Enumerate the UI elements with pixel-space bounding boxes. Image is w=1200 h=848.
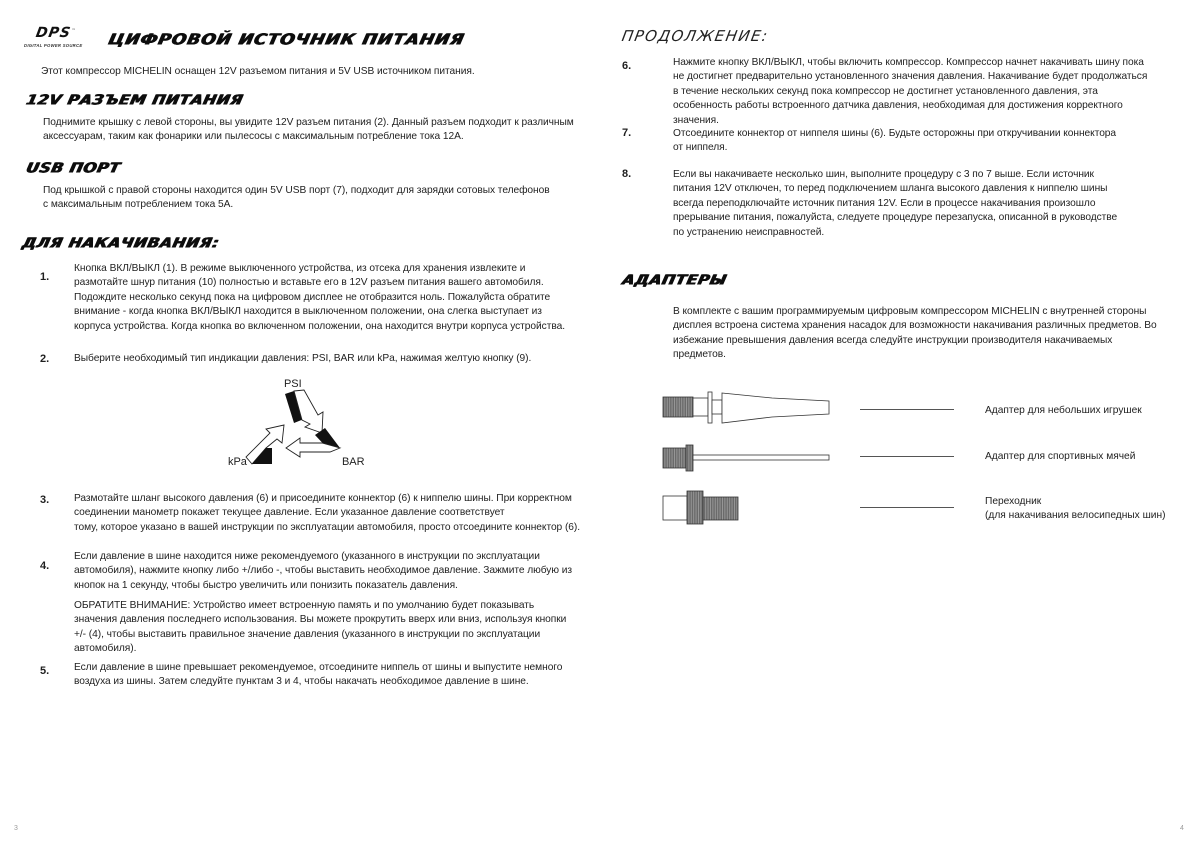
step-number: 3. [40, 494, 50, 506]
section-heading-usb: USB ПОРТ [24, 159, 122, 177]
unit-label-kpa: kPa [228, 456, 247, 468]
unit-cycle-diagram [222, 375, 372, 475]
unit-label-bar: BAR [342, 456, 365, 468]
section-usb-text: Под крышкой с правой стороны находится один 5V USB порт (7), подходит для зарядки сотовых телефонов с максимальным потреблением тока 5A. [43, 185, 550, 211]
step-text: Нажмите кнопку ВКЛ/ВЫКЛ, чтобы включить компрессор. Компрессор начнет накачивать шину пока не достигнет предварительно установленного значения давления. Накачивание будет продолжаться в течение нескольких секунд пока компрессор не достигнет установленного давления, эта особенность работы встроенного датчика давления, необходимая для достижения корректного значения. [673, 57, 1148, 126]
step-number: 4. [40, 560, 50, 572]
adapter-label: Адаптер для спортивных мячей [985, 451, 1136, 462]
adapter-label: Переходник (для накачивания велосипедных шин) [985, 496, 1166, 522]
step-text: Если давление в шине превышает рекомендуемое, отсоедините ниппель от шины и выпустите немного воздуха из шины. Затем следуйте пунктам 3 и 4, чтобы накачать необходимое давление в шине. [74, 662, 563, 688]
step-number: 1. [40, 271, 50, 283]
step-number: 7. [622, 127, 632, 139]
logo-brand: DPS [34, 25, 73, 41]
section-heading-inflate: ДЛЯ НАКАЧИВАНИЯ: [20, 234, 221, 252]
section-12v-text: Поднимите крышку с левой стороны, вы увидите 12V разъем питания (2). Данный разъем подходит к различным аксессуарам, таким как фонарики или пылесосы с максимальным потребление тока 12A. [43, 117, 574, 143]
toy-adapter-icon [662, 391, 842, 427]
section-heading-adapters: АДАПТЕРЫ [620, 271, 728, 289]
page-title: ЦИФРОВОЙ ИСТОЧНИК ПИТАНИЯ [106, 31, 466, 49]
dps-logo [24, 26, 88, 50]
adapter-leader-line [860, 409, 954, 410]
step-number: 2. [40, 353, 50, 365]
step-4-note: ОБРАТИТЕ ВНИМАНИЕ: Устройство имеет встроенную память и по умолчанию будет показывать значения давления последнего использования. Вы можете прокрутить вверх или вниз, используя кнопки +/- (4), чтобы выставить правильное значение давления (указанного в инструкции по эксплуатации автомобиля). [74, 600, 567, 655]
logo-subtitle: DIGITAL POWER SOURCE [24, 43, 83, 48]
logo-trademark: ™ [71, 27, 77, 33]
step-number: 8. [622, 168, 632, 180]
step-number: 6. [622, 60, 632, 72]
adapters-intro-text: В комплекте с вашим программируемым цифровым компрессором MICHELIN с внутренней стороны дисплея встроена система хранения насадок для возможности накачивания различных предметов. Во избежание превышения давления всегда следуйте инструкции производителя накачиваемых предметов. [673, 306, 1157, 361]
bike-valve-adapter-icon [662, 489, 752, 525]
step-text: Если вы накачиваете несколько шин, выполните процедуру с 3 по 7 выше. Если источник питания 12V отключен, то перед подключением шланга высокого давления к ниппелю шины всегда переподключайте источник питания 12V. Если в процессе накачивания произошло прерывание питания, пожалуйста, следуете процедуре перезапуска, описанной в руководстве по устранению неисправностей. [673, 169, 1118, 238]
page-number-right: 4 [1180, 825, 1184, 832]
unit-label-psi: PSI [284, 378, 302, 390]
section-heading-12v: 12V РАЗЪЕМ ПИТАНИЯ [24, 91, 245, 109]
ball-needle-icon [662, 443, 842, 473]
adapter-leader-line [860, 456, 954, 457]
section-heading-continue: ПРОДОЛЖЕНИЕ: [620, 27, 770, 45]
step-text: Если давление в шине находится ниже рекомендуемого (указанного в инструкции по эксплуатации автомобиля), нажмите кнопку либо +/либо -, чтобы выставить необходимое давление. Зажмите любую из кнопок на 1 секунду, чтобы быстро увеличить или понизить показатель давления. [74, 551, 572, 591]
adapter-label: Адаптер для небольших игрушек [985, 405, 1142, 416]
adapter-leader-line [860, 507, 954, 508]
intro-text: Этот компрессор MICHELIN оснащен 12V разъемом питания и 5V USB источником питания. [41, 66, 475, 77]
step-text: Выберите необходимый тип индикации давления: PSI, BAR или kPa, нажимая желтую кнопку (9). [74, 353, 532, 364]
step-text: Размотайте шланг высокого давления (6) и присоедините коннектор (6) к ниппелю шины. При корректном соединении манометр покажет текущее давление. Если указанное давление соответствует тому, которое указано в вашей инструкции по эксплуатации автомобиля, просто отсоедините коннектор (6). [74, 493, 581, 533]
step-number: 5. [40, 665, 50, 677]
step-text: Отсоедините коннектор от ниппеля шины (6). Будьте осторожны при откручивании коннектора от ниппеля. [673, 128, 1117, 154]
page-number-left: 3 [14, 825, 18, 832]
step-text: Кнопка ВКЛ/ВЫКЛ (1). В режиме выключенного устройства, из отсека для хранения извлеките и размотайте шнур питания (10) полностью и вставьте его в 12V разъем питания вашего автомобиля. Подождите несколько секунд пока на цифровом дисплее не отобразится ноль. Пожалуйста обратите внимание - когда кнопка ВКЛ/ВЫКЛ находится в выключенном положении, она слегка выступает из корпуса устройства. Когда кнопка во включенном положении, она находится внутри корпуса устройства. [74, 263, 565, 332]
